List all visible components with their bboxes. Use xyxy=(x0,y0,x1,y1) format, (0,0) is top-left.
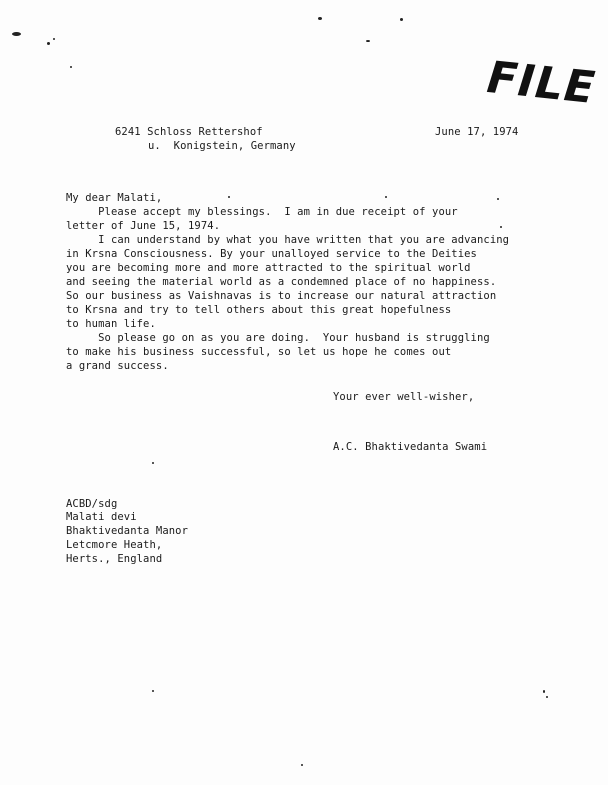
body-line-6: and seeing the material world as a condemned place of no happiness. xyxy=(66,276,497,288)
scan-speck xyxy=(70,66,72,68)
scan-speck xyxy=(366,40,370,42)
scan-speck xyxy=(318,17,322,20)
body-line-9: to human life. xyxy=(66,318,156,330)
scan-speck xyxy=(500,226,502,228)
closing: Your ever well-wisher, xyxy=(333,391,475,403)
scan-speck xyxy=(53,38,55,40)
body-line-11: to make his business successful, so let us hope he comes out xyxy=(66,346,452,358)
scan-speck xyxy=(400,18,403,21)
scan-speck xyxy=(152,462,154,464)
scan-speck xyxy=(543,690,545,693)
letter-date: June 17, 1974 xyxy=(435,126,519,138)
scan-speck xyxy=(152,690,154,692)
body-line-10: So please go on as you are doing. Your husband is struggling xyxy=(66,332,490,344)
body-line-3: I can understand by what you have written that you are advancing xyxy=(66,234,510,246)
scan-speck xyxy=(385,196,387,198)
body-line-5: you are becoming more and more attracted to the spiritual world xyxy=(66,262,471,274)
body-line-7: So our business as Vaishnavas is to increase our natural attraction xyxy=(66,290,497,302)
recipient-line-1: Bhaktivedanta Manor xyxy=(66,525,189,537)
address-line-1: 6241 Schloss Rettershof xyxy=(115,126,263,138)
body-line-4: in Krsna Consciousness. By your unalloyed service to the Deities xyxy=(66,248,477,260)
signature-name: A.C. Bhaktivedanta Swami xyxy=(333,441,488,453)
body-line-12: a grand success. xyxy=(66,360,169,372)
file-stamp: FILE xyxy=(484,52,598,115)
recipient-line-2: Letcmore Heath, xyxy=(66,539,163,551)
recipient-name: Malati devi xyxy=(66,511,137,523)
scan-speck xyxy=(47,42,50,45)
address-line-2: u. Konigstein, Germany xyxy=(148,140,296,152)
scan-speck xyxy=(497,198,499,200)
scan-speck xyxy=(301,764,303,766)
body-line-1: Please accept my blessings. I am in due receipt of your xyxy=(66,206,458,218)
recipient-line-3: Herts., England xyxy=(66,553,163,565)
body-line-8: to Krsna and try to tell others about this great hopefulness xyxy=(66,304,452,316)
scan-speck xyxy=(12,32,21,36)
initials: ACBD/sdg xyxy=(66,498,118,510)
scan-speck xyxy=(546,696,548,698)
body-line-2: letter of June 15, 1974. xyxy=(66,220,221,232)
salutation: My dear Malati, xyxy=(66,192,163,204)
scan-speck xyxy=(228,196,230,198)
